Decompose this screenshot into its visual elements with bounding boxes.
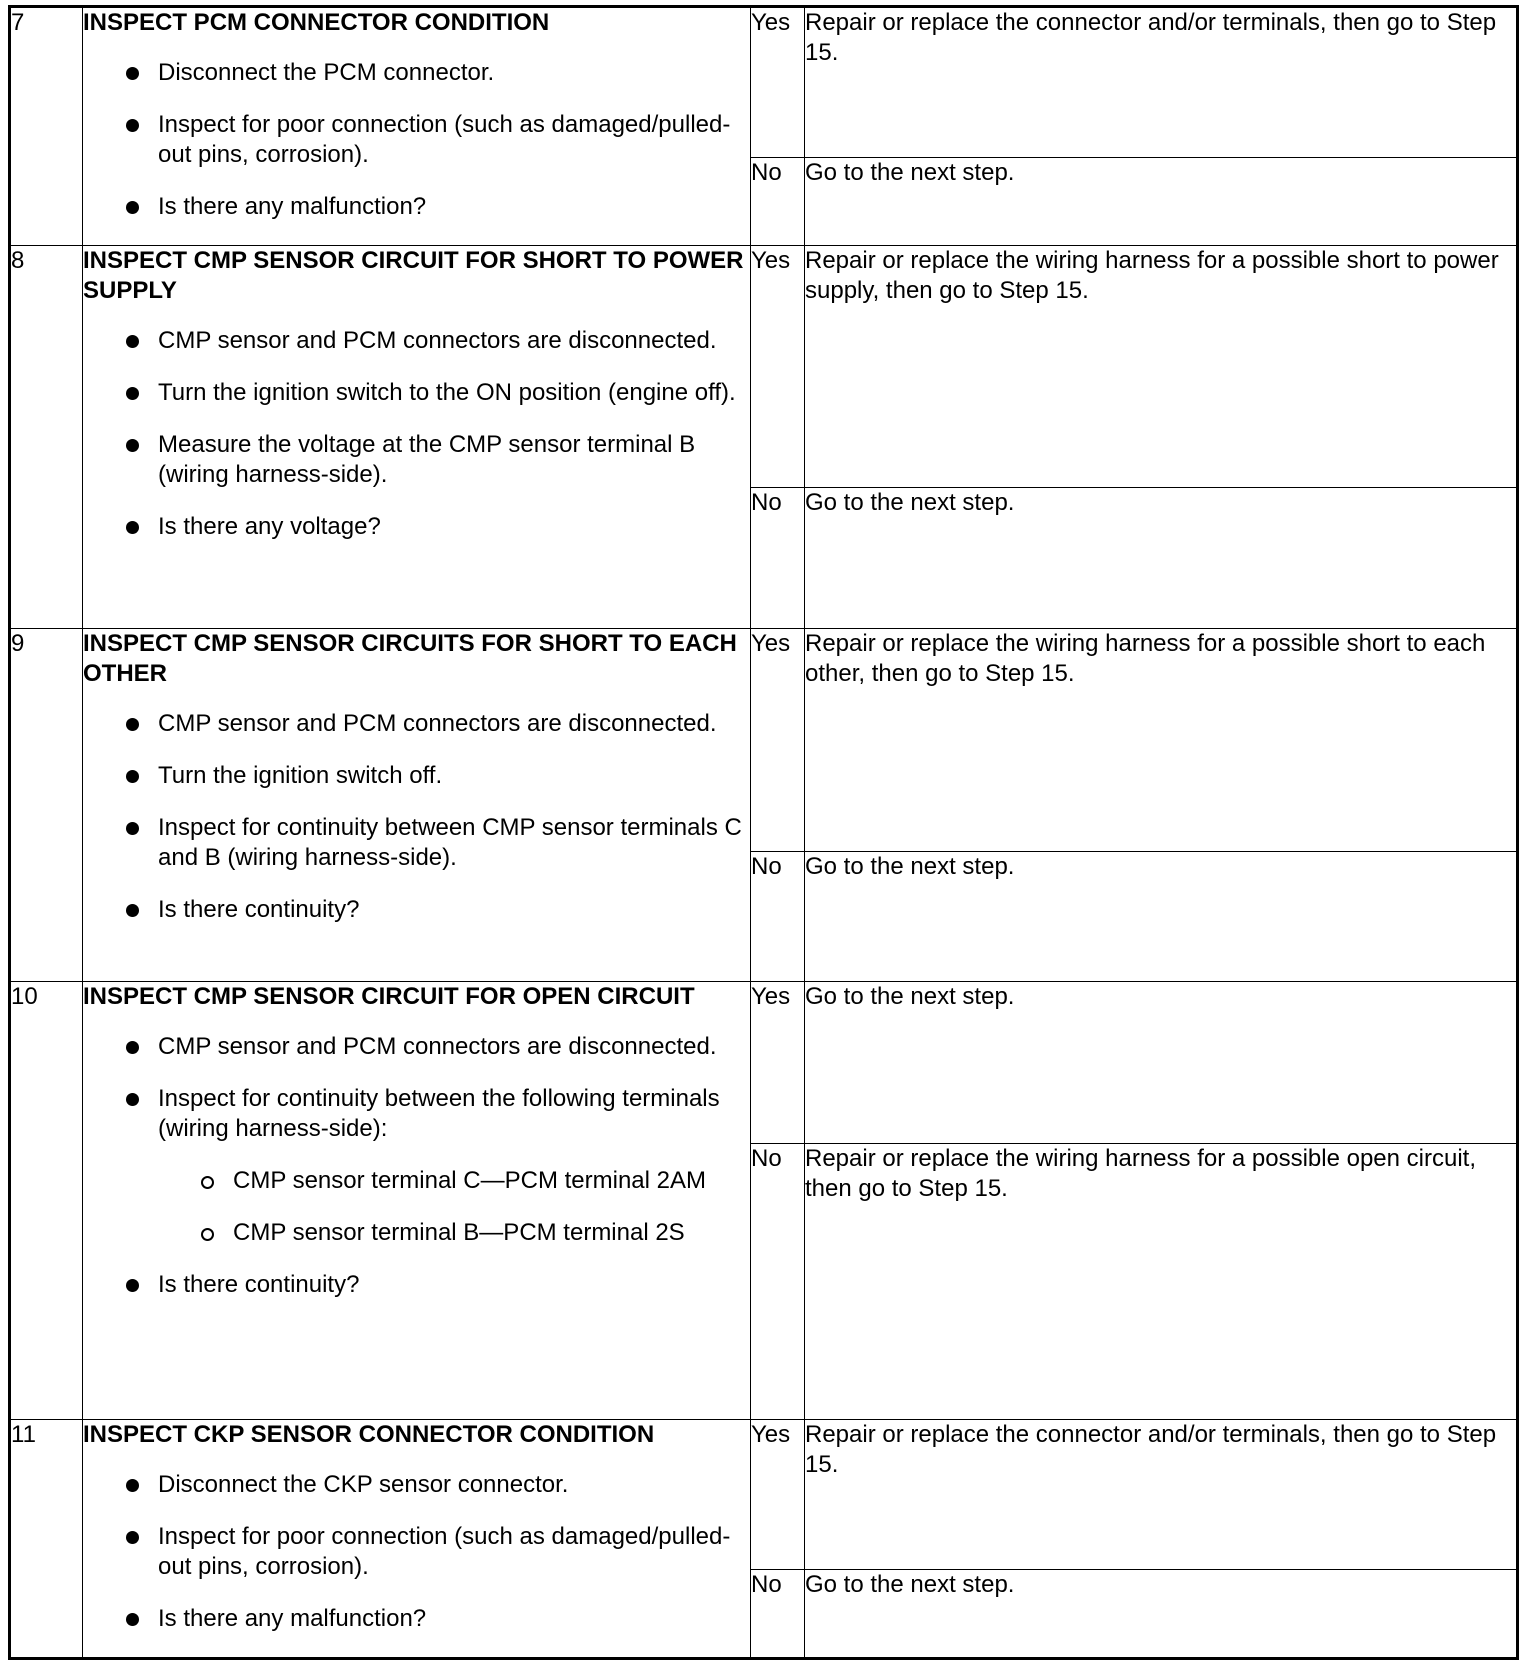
check-item-text: CMP sensor and PCM connectors are disconnected. <box>158 710 717 737</box>
check-item-text: Is there continuity? <box>158 1271 360 1298</box>
check-item <box>83 1522 750 1582</box>
bullet-icon <box>126 1093 139 1106</box>
check-item-text: Inspect for poor connection (such as damaged/pulled-out pins, corrosion). <box>158 111 731 168</box>
no-action: Go to the next step. <box>805 1570 1518 1659</box>
bullet-icon <box>126 904 139 917</box>
check-item <box>83 1470 750 1500</box>
bullet-icon <box>126 1613 139 1626</box>
step-7-row-yes <box>10 7 1518 158</box>
check-item-text: Disconnect the PCM connector. <box>158 59 495 86</box>
step-check-cell <box>83 246 751 629</box>
terminal-item <box>158 1166 750 1196</box>
step-number: 10 <box>10 982 83 1420</box>
yes-label: Yes <box>751 246 805 488</box>
bullet-icon <box>126 1279 139 1292</box>
terminal-item-text: CMP sensor terminal B—PCM terminal 2S <box>233 1219 685 1246</box>
hollow-bullet-icon <box>201 1228 214 1241</box>
check-item <box>83 512 750 542</box>
step-check-cell <box>83 7 751 246</box>
check-item <box>83 1084 750 1248</box>
step-check-cell <box>83 629 751 982</box>
check-item <box>83 895 750 925</box>
check-item <box>83 430 750 490</box>
step-check-cell <box>83 982 751 1420</box>
step-title: INSPECT CMP SENSOR CIRCUIT FOR SHORT TO POWER SUPPLY <box>83 247 744 304</box>
check-item-text: Is there continuity? <box>158 896 360 923</box>
no-action: Go to the next step. <box>805 158 1518 246</box>
check-item-text: Measure the voltage at the CMP sensor terminal B (wiring harness-side). <box>158 431 696 488</box>
bullet-icon <box>126 1531 139 1544</box>
check-item <box>83 1032 750 1062</box>
no-label: No <box>751 1570 805 1659</box>
yes-label: Yes <box>751 1420 805 1570</box>
yes-label: Yes <box>751 7 805 158</box>
bullet-icon <box>126 521 139 534</box>
terminal-item-text: CMP sensor terminal C—PCM terminal 2AM <box>233 1167 707 1194</box>
step-9-row-yes <box>10 629 1518 852</box>
check-item <box>83 813 750 873</box>
bullet-icon <box>126 770 139 783</box>
check-item <box>83 1270 750 1300</box>
yes-action: Repair or replace the wiring harness for a possible short to power supply, then go to Step 15. <box>805 246 1518 488</box>
no-label: No <box>751 488 805 629</box>
bullet-icon <box>126 718 139 731</box>
step-number: 7 <box>10 7 83 246</box>
check-list <box>83 326 750 542</box>
step-8-row-yes <box>10 246 1518 488</box>
bullet-icon <box>126 201 139 214</box>
no-action: Repair or replace the wiring harness for a possible open circuit, then go to Step 15. <box>805 1144 1518 1420</box>
check-item <box>83 110 750 170</box>
check-item-text: CMP sensor and PCM connectors are disconnected. <box>158 327 717 354</box>
check-item-text: Inspect for continuity between CMP sensor terminals C and B (wiring harness-side). <box>158 814 742 871</box>
check-item <box>83 326 750 356</box>
check-item-text: Is there any malfunction? <box>158 193 427 220</box>
bullet-icon <box>126 822 139 835</box>
yes-label: Yes <box>751 982 805 1144</box>
step-number: 8 <box>10 246 83 629</box>
bullet-icon <box>126 335 139 348</box>
no-label: No <box>751 158 805 246</box>
step-title: INSPECT CMP SENSOR CIRCUITS FOR SHORT TO EACH OTHER <box>83 630 737 687</box>
diagnostic-procedure <box>8 5 1516 1657</box>
check-item-text: Is there any voltage? <box>158 513 381 540</box>
step-number: 9 <box>10 629 83 982</box>
check-item <box>83 1604 750 1634</box>
check-item-text: Inspect for continuity between the following terminals (wiring harness-side): <box>158 1085 720 1142</box>
yes-label: Yes <box>751 629 805 852</box>
check-list <box>83 58 750 222</box>
bullet-icon <box>126 439 139 452</box>
bullet-icon <box>126 67 139 80</box>
yes-action: Go to the next step. <box>805 982 1518 1144</box>
check-item-text: Turn the ignition switch to the ON position (engine off). <box>158 379 736 406</box>
check-item-text: Turn the ignition switch off. <box>158 762 443 789</box>
check-item-text: Inspect for poor connection (such as damaged/pulled-out pins, corrosion). <box>158 1523 731 1580</box>
check-item <box>83 192 750 222</box>
no-label: No <box>751 852 805 982</box>
step-number: 11 <box>10 1420 83 1659</box>
yes-action: Repair or replace the connector and/or terminals, then go to Step 15. <box>805 1420 1518 1570</box>
check-item <box>83 761 750 791</box>
yes-action: Repair or replace the wiring harness for a possible short to each other, then go to Step 15. <box>805 629 1518 852</box>
check-list <box>83 1032 750 1300</box>
bullet-icon <box>126 1041 139 1054</box>
check-item-text: CMP sensor and PCM connectors are disconnected. <box>158 1033 717 1060</box>
bullet-icon <box>126 119 139 132</box>
no-action: Go to the next step. <box>805 852 1518 982</box>
diagnostic-table <box>8 5 1519 1660</box>
no-action: Go to the next step. <box>805 488 1518 629</box>
step-title: INSPECT CMP SENSOR CIRCUIT FOR OPEN CIRCUIT <box>83 983 695 1010</box>
step-title: INSPECT PCM CONNECTOR CONDITION <box>83 9 550 36</box>
terminal-item <box>158 1218 750 1248</box>
check-item-text: Is there any malfunction? <box>158 1605 427 1632</box>
check-item <box>83 58 750 88</box>
bullet-icon <box>126 1479 139 1492</box>
step-check-cell <box>83 1420 751 1659</box>
step-11-row-yes <box>10 1420 1518 1570</box>
no-label: No <box>751 1144 805 1420</box>
check-item-text: Disconnect the CKP sensor connector. <box>158 1471 569 1498</box>
check-list <box>83 709 750 925</box>
step-10-row-yes <box>10 982 1518 1144</box>
check-item <box>83 709 750 739</box>
terminal-list <box>158 1166 750 1248</box>
hollow-bullet-icon <box>201 1176 214 1189</box>
bullet-icon <box>126 387 139 400</box>
step-title: INSPECT CKP SENSOR CONNECTOR CONDITION <box>83 1421 655 1448</box>
check-item <box>83 378 750 408</box>
yes-action: Repair or replace the connector and/or terminals, then go to Step 15. <box>805 7 1518 158</box>
check-list <box>83 1470 750 1634</box>
